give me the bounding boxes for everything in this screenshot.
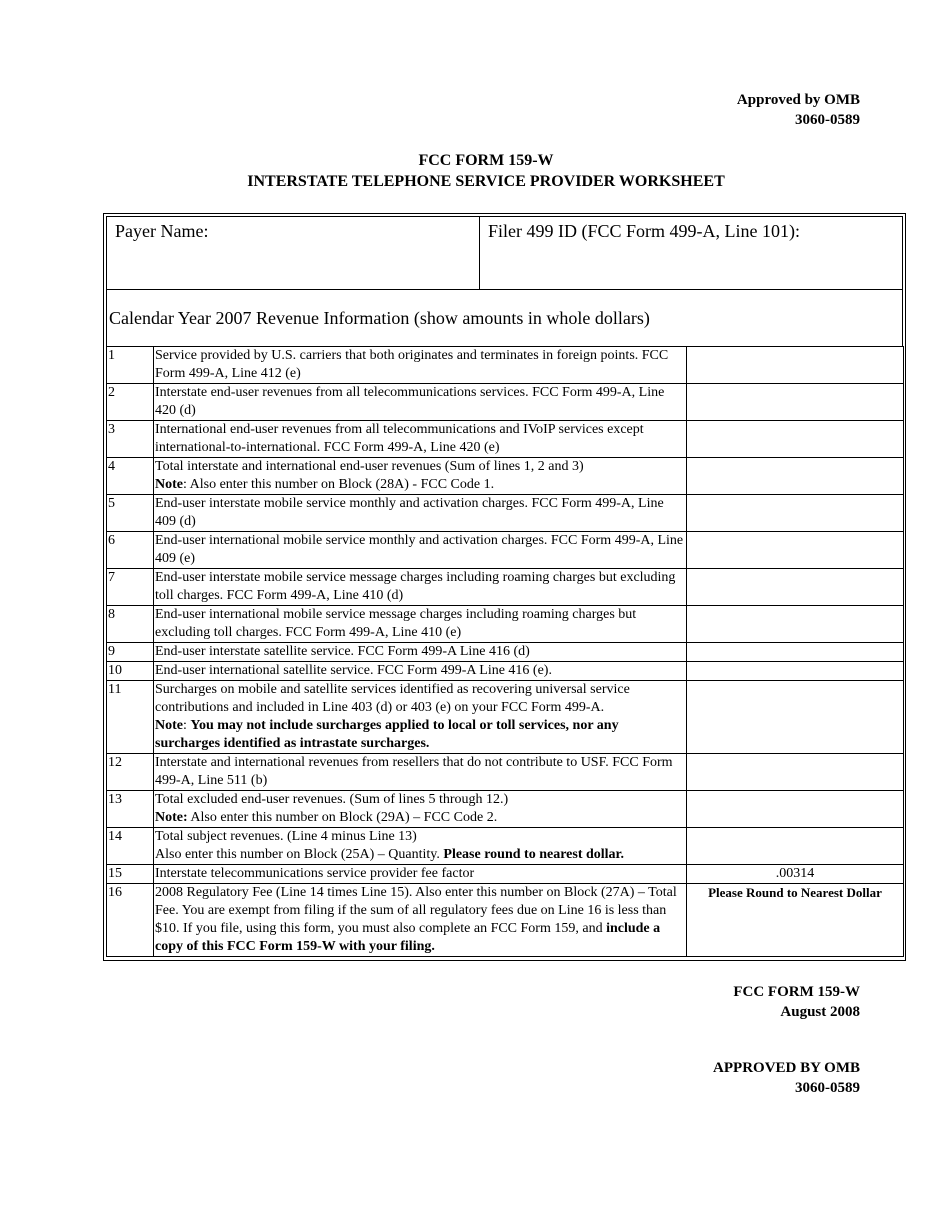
approval-bottom-line2: 3060-0589 (795, 1080, 860, 1096)
line-number: 10 (107, 662, 154, 681)
line-description: End-user interstate satellite service. FCC Form 499-A Line 416 (d) (154, 643, 687, 662)
revenue-lines-table (106, 346, 904, 957)
line-number: 1 (107, 347, 154, 384)
table-row (107, 865, 904, 884)
line-number: 12 (107, 754, 154, 791)
table-row (107, 458, 904, 495)
table-row (107, 754, 904, 791)
line-number: 8 (107, 606, 154, 643)
approval-bottom-line1: APPROVED BY OMB (713, 1060, 860, 1076)
form-title-line1: FCC FORM 159-W (418, 152, 554, 169)
line-amount-input[interactable] (687, 532, 904, 569)
line-description: End-user international satellite service. FCC Form 499-A Line 416 (e). (154, 662, 687, 681)
line-amount-input[interactable] (687, 569, 904, 606)
line-description: End-user international mobile service monthly and activation charges. FCC Form 499-A, Line 409 (e) (154, 532, 687, 569)
payer-name-field[interactable] (107, 217, 480, 289)
line-number: 4 (107, 458, 154, 495)
table-row (107, 662, 904, 681)
filer-id-field[interactable] (480, 217, 902, 289)
line-amount-input[interactable] (687, 791, 904, 828)
line-number: 6 (107, 532, 154, 569)
line-number: 9 (107, 643, 154, 662)
footer-form-name: FCC FORM 159-W (733, 984, 860, 1000)
note-label: Note (155, 477, 183, 492)
table-row (107, 681, 904, 754)
form-footer (733, 982, 860, 1022)
line-description: International end-user revenues from all telecommunications and IVoIP services except international-to-international. FCC Form 499-A, Line 420 (e) (154, 421, 687, 458)
approval-top (737, 90, 860, 130)
table-row (107, 495, 904, 532)
line-number: 5 (107, 495, 154, 532)
line-description: Interstate and international revenues from resellers that do not contribute to USF. FCC Form 499-A, Line 511 (b) (154, 754, 687, 791)
form-title (0, 150, 950, 192)
line-amount-input[interactable] (687, 384, 904, 421)
line-description: Service provided by U.S. carriers that both originates and terminates in foreign points. FCC Form 499-A, Line 412 (e) (154, 347, 687, 384)
line-number: 15 (107, 865, 154, 884)
table-row (107, 532, 904, 569)
round-note: Please Round to Nearest Dollar (708, 885, 882, 900)
line-number: 7 (107, 569, 154, 606)
line-amount-input[interactable] (687, 458, 904, 495)
line-description: End-user interstate mobile service monthly and activation charges. FCC Form 499-A, Line 409 (d) (154, 495, 687, 532)
line-amount-input[interactable] (687, 884, 904, 957)
line-description: End-user interstate mobile service message charges including roaming charges but excluding toll charges. FCC Form 499-A, Line 410 (d) (154, 569, 687, 606)
line-number: 11 (107, 681, 154, 754)
line-description: 2008 Regulatory Fee (Line 14 times Line 15). Also enter this number on Block (27A) – Total Fee. You are exempt from filing if the sum of all regulatory fees due on Line 16 is less than $10. If you file, using this form, you must also complete an FCC Form 159, and include a copy of this FCC Form 159-W with your filing. (154, 884, 687, 957)
line-amount-input[interactable] (687, 643, 904, 662)
line-description: Total excluded end-user revenues. (Sum of lines 5 through 12.) Note: Also enter this number on Block (29A) – FCC Code 2. (154, 791, 687, 828)
line-amount-input[interactable] (687, 828, 904, 865)
line-description: Surcharges on mobile and satellite services identified as recovering universal service contributions and included in Line 403 (d) or 403 (e) on your FCC Form 499-A. Note: You may not include surcharges applied to local or toll services, nor any surcharges identified as intrastate surcharges. (154, 681, 687, 754)
form-title-line2: INTERSTATE TELEPHONE SERVICE PROVIDER WORKSHEET (247, 173, 725, 190)
note-label: Note: (155, 810, 188, 825)
table-row (107, 606, 904, 643)
payer-name-label: Payer Name: (115, 221, 209, 241)
line-description: Interstate telecommunications service provider fee factor (154, 865, 687, 884)
filer-id-label: Filer 499 ID (FCC Form 499-A, Line 101): (488, 221, 800, 241)
footer-date: August 2008 (780, 1004, 860, 1020)
table-row (107, 643, 904, 662)
line-amount-input[interactable] (687, 347, 904, 384)
line-number: 14 (107, 828, 154, 865)
table-row (107, 791, 904, 828)
line-number: 3 (107, 421, 154, 458)
table-row (107, 884, 904, 957)
line-description: Interstate end-user revenues from all telecommunications services. FCC Form 499-A, Line 420 (d) (154, 384, 687, 421)
line-description: End-user international mobile service message charges including roaming charges but excluding toll charges. FCC Form 499-A, Line 410 (e) (154, 606, 687, 643)
line-number: 13 (107, 791, 154, 828)
worksheet-frame (103, 213, 906, 961)
calendar-year-label: Calendar Year 2007 Revenue Information (show amounts in whole dollars) (109, 307, 650, 328)
approval-top-line2: 3060-0589 (795, 112, 860, 128)
table-row (107, 347, 904, 384)
line-number: 16 (107, 884, 154, 957)
note-label: Note (155, 718, 183, 733)
line-amount-input[interactable] (687, 754, 904, 791)
table-row (107, 421, 904, 458)
fee-factor-value: .00314 (687, 865, 904, 884)
approval-top-line1: Approved by OMB (736, 92, 860, 108)
table-row (107, 569, 904, 606)
calendar-year-row (106, 289, 903, 346)
table-row (107, 384, 904, 421)
line-description: Total interstate and international end-user revenues (Sum of lines 1, 2 and 3) Note: Also enter this number on Block (28A) - FCC Code 1. (154, 458, 687, 495)
line-number: 2 (107, 384, 154, 421)
line-amount-input[interactable] (687, 606, 904, 643)
line-amount-input[interactable] (687, 681, 904, 754)
table-row (107, 828, 904, 865)
approval-bottom (713, 1058, 860, 1098)
line-amount-input[interactable] (687, 662, 904, 681)
header-row (106, 216, 903, 289)
line-amount-input[interactable] (687, 495, 904, 532)
line-amount-input[interactable] (687, 421, 904, 458)
line-description: Total subject revenues. (Line 4 minus Line 13) Also enter this number on Block (25A) – Quantity. Please round to nearest dollar. (154, 828, 687, 865)
